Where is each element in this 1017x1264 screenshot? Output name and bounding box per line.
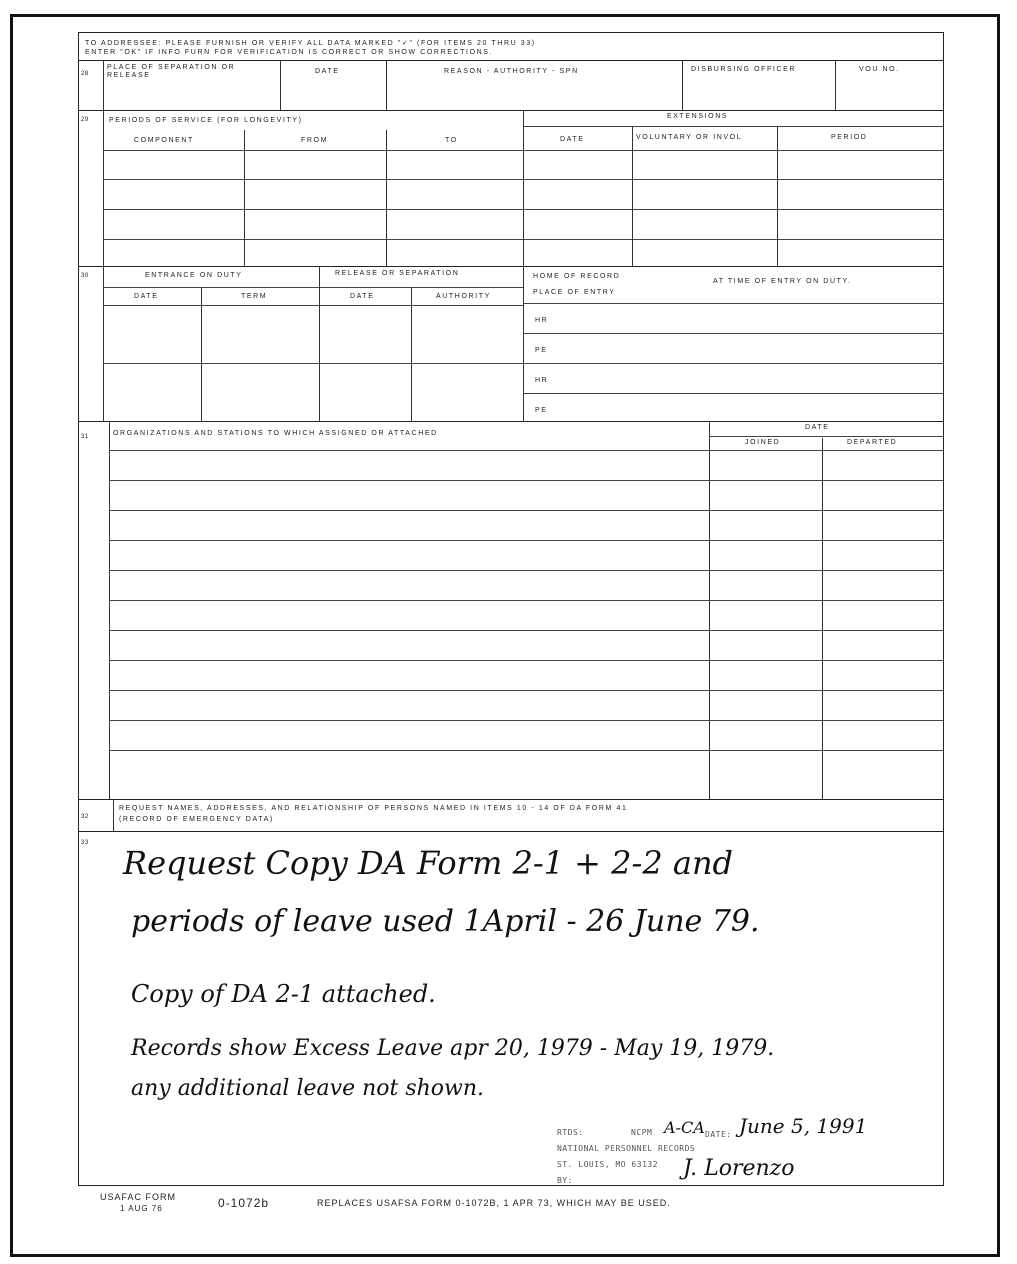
replaces-note: REPLACES USAFSA FORM 0-1072B, 1 APR 73, WHICH MAY BE USED. bbox=[317, 1198, 671, 1208]
place-of-entry-label: PLACE OF ENTRY bbox=[533, 289, 616, 296]
form-date: 1 AUG 76 bbox=[120, 1204, 163, 1213]
form-label: USAFAC FORM bbox=[100, 1192, 177, 1202]
col-voluntary-invol: VOLUNTARY OR INVOL bbox=[636, 134, 743, 141]
place-of-separation-label: PLACE OF SEPARATION OR RELEASE bbox=[107, 64, 236, 79]
item-30-number: 30 bbox=[81, 273, 89, 279]
col-component: COMPONENT bbox=[134, 137, 194, 144]
extensions-label: EXTENSIONS bbox=[667, 113, 729, 120]
item-32 bbox=[79, 799, 943, 832]
item-33-number: 33 bbox=[81, 840, 89, 846]
periods-of-service-title: PERIODS OF SERVICE (FOR LONGEVITY) bbox=[109, 117, 303, 124]
col-from: FROM bbox=[301, 137, 329, 144]
request-names-line-1: REQUEST NAMES, ADDRESSES, AND RELATIONSHIP OF PERSONS NAMED IN ITEMS 10 - 14 OF DA FORM 41 bbox=[119, 805, 628, 812]
reason-authority-label: REASON - AUTHORITY - SPN bbox=[444, 68, 579, 75]
item-29 bbox=[79, 110, 943, 267]
departed-label: DEPARTED bbox=[847, 439, 898, 446]
item-33 bbox=[79, 831, 943, 1185]
organizations-title: ORGANIZATIONS AND STATIONS TO WHICH ASSIGNED OR ATTACHED bbox=[113, 430, 438, 437]
stamp-by: BY: bbox=[557, 1176, 573, 1185]
joined-label: JOINED bbox=[745, 439, 781, 446]
item-32-number: 32 bbox=[81, 814, 89, 820]
date-header: DATE bbox=[805, 424, 830, 431]
form-number: 0-1072b bbox=[218, 1196, 270, 1210]
header-instruction-1: TO ADDRESSEE: PLEASE FURNISH OR VERIFY ALL DATA MARKED "✓" (FOR ITEMS 20 THRU 33) bbox=[85, 40, 536, 47]
entrance-on-duty-label: ENTRANCE ON DUTY bbox=[145, 272, 243, 279]
item-29-number: 29 bbox=[81, 117, 89, 123]
stamp-date-handwritten: June 5, 1991 bbox=[739, 1114, 868, 1138]
stamp-ncpm-handwritten: A-CA bbox=[664, 1118, 705, 1137]
disbursing-officer-label: DISBURSING OFFICER bbox=[691, 66, 797, 73]
handwritten-attached-note: Copy of DA 2-1 attached. bbox=[131, 980, 436, 1008]
separation-date-label: DATE bbox=[315, 68, 340, 75]
handwritten-additional-leave: any additional leave not shown. bbox=[131, 1076, 485, 1101]
signature: J. Lorenzo bbox=[683, 1156, 795, 1181]
handwritten-request-line-1: Request Copy DA Form 2-1 + 2-2 and bbox=[123, 844, 734, 882]
request-names-line-2: (RECORD OF EMERGENCY DATA) bbox=[119, 816, 274, 823]
header-instruction-2: ENTER "OK" IF INFO FURN FOR VERIFICATION IS CORRECT OR SHOW CORRECTIONS. bbox=[85, 49, 494, 56]
pe-row-2: PE bbox=[535, 407, 548, 414]
item-30 bbox=[79, 266, 943, 422]
item-31-number: 31 bbox=[81, 434, 89, 440]
stamp-date-label: DATE: bbox=[705, 1130, 732, 1139]
handwritten-request-line-2: periods of leave used 1April - 26 June 79. bbox=[131, 904, 760, 939]
stamp-ncpm: NCPM bbox=[631, 1128, 653, 1137]
authority-col: AUTHORITY bbox=[436, 293, 491, 300]
hr-row-1: HR bbox=[535, 317, 549, 324]
item-28 bbox=[79, 60, 943, 111]
pe-row-1: PE bbox=[535, 347, 548, 354]
stamp-st-louis: ST. LOUIS, MO 63132 bbox=[557, 1160, 659, 1169]
at-time-of-entry-label: AT TIME OF ENTRY ON DUTY. bbox=[713, 278, 852, 285]
col-to: TO bbox=[445, 137, 458, 144]
item-28-number: 28 bbox=[81, 71, 89, 77]
term-col: TERM bbox=[241, 293, 268, 300]
handwritten-excess-leave: Records show Excess Leave apr 20, 1979 - May 19, 1979. bbox=[131, 1036, 775, 1061]
col-period: PERIOD bbox=[831, 134, 868, 141]
item-31 bbox=[79, 421, 943, 800]
stamp-national-personnel-records: NATIONAL PERSONNEL RECORDS bbox=[557, 1144, 696, 1153]
home-of-record-label: HOME OF RECORD bbox=[533, 273, 621, 280]
release-separation-label: RELEASE OR SEPARATION bbox=[335, 270, 460, 277]
release-date-col: DATE bbox=[350, 293, 375, 300]
vou-no-label: VOU NO. bbox=[859, 66, 900, 73]
form bbox=[78, 32, 944, 1186]
col-extension-date: DATE bbox=[560, 136, 585, 143]
entrance-date-col: DATE bbox=[134, 293, 159, 300]
hr-row-2: HR bbox=[535, 377, 549, 384]
stamp-rtds: RTDS: bbox=[557, 1128, 584, 1137]
